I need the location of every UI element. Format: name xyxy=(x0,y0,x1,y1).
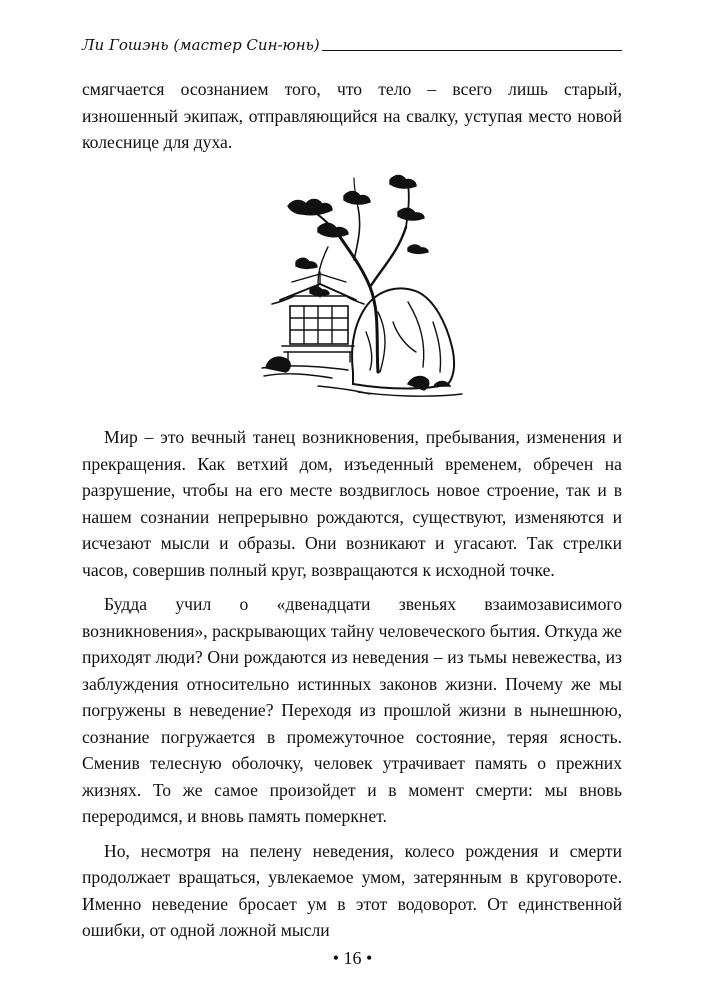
top-paragraph: смягчается осознанием того, что тело – всего лишь старый, изношенный экипаж, отправляющийся на свалку, уступая место новой колеснице для духа. xyxy=(82,79,622,152)
running-header xyxy=(82,36,622,56)
paragraph: Но, несмотря на пелену неведения, колесо рождения и смерти продолжает вращаться, увлекаемое умом, затерянным в круговороте. Именно неведение бросает ум в этот водоворот. От единственной ошибки, от одной ложной мысли xyxy=(82,840,622,940)
page-number: • 16 • xyxy=(332,948,373,968)
pagoda-tree-rock-icon xyxy=(258,172,470,412)
illustration xyxy=(258,172,470,412)
body-text xyxy=(82,424,622,952)
paragraph: Будда учил о «двенадцати звеньях взаимозависимого возникновения», раскрывающих тайну человеческого бытия. Откуда же приходят люди? Они рождаются из неведения – из тьмы невежества, из заблуждения относительно истинных законов жизни. Почему же мы погружены в неведение? Переходя из прошлой жизни в нынешнюю, сознание погружается в промежуточное состояние, теряя ясность. Сменив телесную оболочку, человек утрачивает память о прежних жизнях. То же самое произойдет и в момент смерти: мы вновь переродимся, и вновь память померкнет. xyxy=(82,594,622,826)
paragraph: Мир – это вечный танец возникновения, пребывания, изменения и прекращения. Как ветхий дом, изъеденный временем, обречен на разрушение, чтобы на его месте воздвиглось новое строение, так и в нашем сознании непрерывно рождаются, существуют, изменяются и исчезают мысли и образы. Они возникают и угасают. Так стрелки часов, совершив полный круг, возвращаются к исходной точке. xyxy=(82,427,622,580)
header-title: Ли Гошэнь (мастер Син-юнь) xyxy=(82,36,320,54)
